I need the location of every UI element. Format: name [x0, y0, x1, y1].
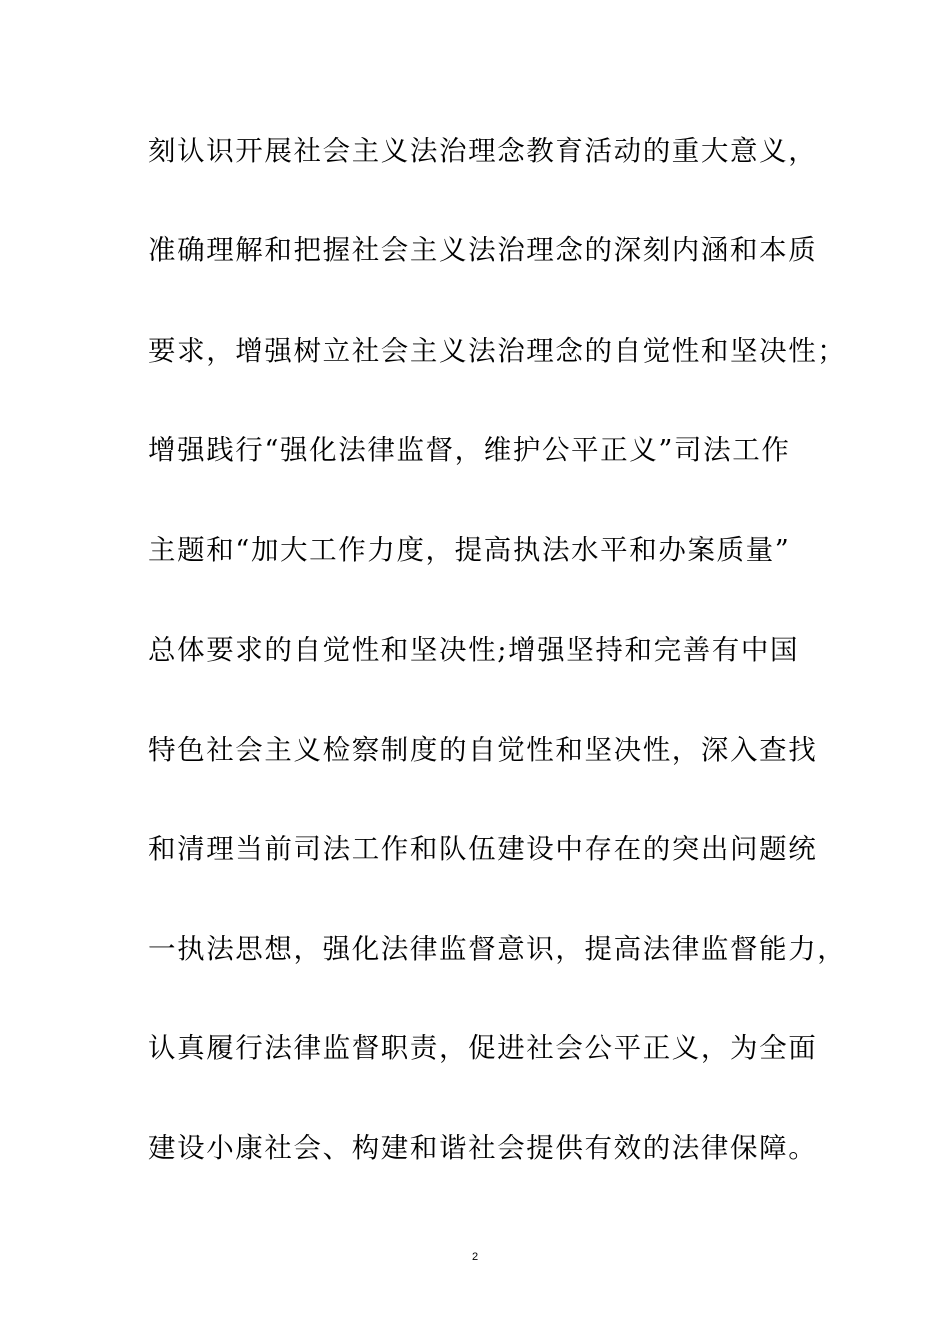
- page-number: 2: [471, 1251, 479, 1263]
- body-text-line: 和清理当前司法工作和队伍建设中存在的突出问题统: [148, 833, 818, 865]
- body-text-line: 总体要求的自觉性和坚决性;增强坚持和完善有中国: [148, 634, 800, 666]
- body-text-line: 建设小康社会、构建和谐社会提供有效的法律保障。: [148, 1132, 818, 1164]
- body-text-line: 认真履行法律监督职责，促进社会公平正义，为全面: [148, 1032, 818, 1064]
- body-text-line: 主题和“加大工作力度，提高执法水平和办案质量”: [148, 534, 791, 566]
- body-text-line: 增强践行“强化法律监督，维护公平正义”司法工作: [148, 434, 791, 466]
- body-text-line: 特色社会主义检察制度的自觉性和坚决性，深入查找: [148, 734, 818, 766]
- body-text-line: 刻认识开展社会主义法治理念教育活动的重大意义，: [148, 135, 818, 167]
- body-text-line: 准确理解和把握社会主义法治理念的深刻内涵和本质: [148, 234, 818, 266]
- body-text-line: 要求，增强树立社会主义法治理念的自觉性和坚决性；: [148, 335, 847, 367]
- body-text-line: 一执法思想，强化法律监督意识，提高法律监督能力，: [148, 933, 847, 965]
